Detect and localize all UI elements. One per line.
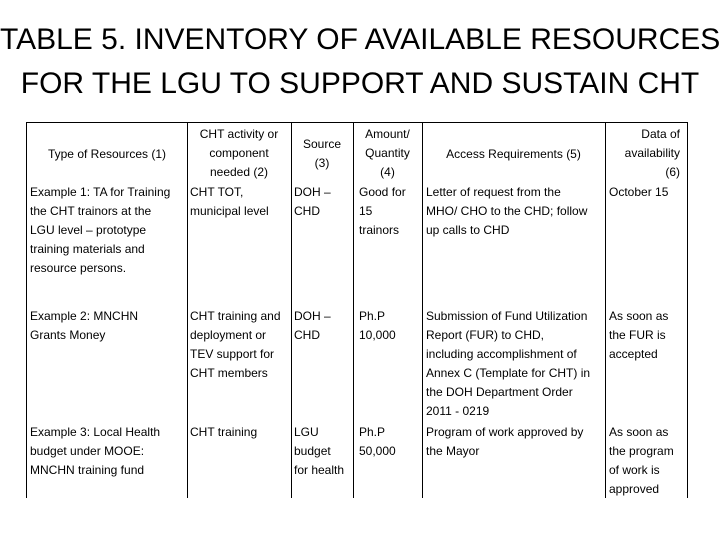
header-line: needed (2) — [209, 165, 269, 179]
header-date — [605, 125, 680, 182]
cell-line: accepted — [609, 347, 658, 361]
header-amount — [353, 125, 422, 182]
header-line: (6) — [665, 165, 680, 179]
cell-line: the CHT trainors at the — [30, 204, 152, 218]
row1-access — [426, 183, 587, 240]
cell-line: the FUR is — [609, 328, 666, 342]
title-line-1: TABLE 5. INVENTORY OF AVAILABLE RESOURCES — [0, 23, 720, 56]
cell-line: Report (FUR) to CHD, — [426, 328, 545, 342]
cell-line: CHT training — [190, 425, 258, 439]
cell-line: Good for — [359, 185, 406, 199]
table-row — [30, 183, 170, 278]
header-activity — [187, 125, 291, 182]
cell-line: CHT TOT, — [190, 185, 244, 199]
header-type — [27, 145, 187, 164]
slide-title — [0, 18, 720, 106]
column-divider — [422, 123, 423, 498]
resources-table — [26, 122, 688, 498]
cell-line: 50,000 — [359, 444, 396, 458]
cell-line: the Mayor — [426, 444, 480, 458]
row1-amount — [359, 183, 406, 240]
cell-line: Example 3: Local Health — [30, 425, 161, 439]
row3-source — [294, 423, 344, 480]
cell-line: Annex C (Template for CHT) in — [426, 366, 591, 380]
header-line: availability — [624, 146, 680, 160]
cell-line: Submission of Fund Utilization — [426, 309, 588, 323]
cell-line: up calls to CHD — [426, 223, 510, 237]
cell-line: DOH – — [294, 309, 331, 323]
cell-line: CHD — [294, 204, 320, 218]
row3-activity — [190, 423, 257, 442]
cell-line: 15 — [359, 204, 373, 218]
cell-line: DOH – — [294, 185, 331, 199]
cell-line: MHO/ CHO to the CHD; follow — [426, 204, 588, 218]
cell-line: Letter of request from the — [426, 185, 561, 199]
cell-line: 10,000 — [359, 328, 396, 342]
header-line: Data of — [641, 127, 680, 141]
cell-line: CHD — [294, 328, 320, 342]
title-line-2: FOR THE LGU TO SUPPORT AND SUSTAIN CHT — [20, 67, 700, 100]
cell-line: LGU — [294, 425, 319, 439]
row3-access — [426, 423, 583, 461]
cell-line: MNCHN training fund — [30, 463, 145, 477]
row2-amount — [359, 307, 396, 345]
row2-date — [609, 307, 668, 364]
row3-amount — [359, 423, 396, 461]
table-row — [30, 307, 138, 345]
cell-line: of work is — [609, 463, 660, 477]
cell-line: As soon as — [609, 425, 669, 439]
cell-line: deployment or — [190, 328, 267, 342]
cell-line: approved — [609, 482, 660, 496]
cell-line: resource persons. — [30, 261, 127, 275]
cell-line: training materials and — [30, 242, 145, 256]
cell-line: the DOH Department Order — [426, 385, 573, 399]
row1-activity — [190, 183, 269, 221]
cell-line: CHT training and — [190, 309, 281, 323]
cell-line: municipal level — [190, 204, 269, 218]
cell-line: for health — [294, 463, 345, 477]
cell-line: 2011 - 0219 — [426, 404, 490, 418]
header-line: Source — [302, 137, 342, 151]
cell-line: Ph.P — [359, 425, 386, 439]
cell-line: the program — [609, 444, 674, 458]
header-source — [291, 135, 353, 173]
row3-date — [609, 423, 674, 499]
cell-line: Ph.P — [359, 309, 386, 323]
cell-line: Example 2: MNCHN — [30, 309, 139, 323]
cell-line: TEV support for — [190, 347, 275, 361]
cell-line: trainors — [359, 223, 400, 237]
cell-line: Program of work approved by — [426, 425, 584, 439]
header-line: Amount/ — [365, 127, 410, 141]
header-line: CHT activity or — [199, 127, 279, 141]
header-access-label: Access Requirements (5) — [446, 147, 581, 161]
row2-access — [426, 307, 590, 421]
cell-line: budget — [294, 444, 331, 458]
row2-activity — [190, 307, 281, 383]
header-type-label: Type of Resources (1) — [47, 147, 167, 161]
cell-line: Grants Money — [30, 328, 106, 342]
row1-source — [294, 183, 331, 221]
table-row — [30, 423, 160, 480]
column-divider — [291, 123, 292, 498]
row2-source — [294, 307, 331, 345]
row1-date — [609, 183, 668, 202]
header-line: (3) — [314, 156, 330, 170]
cell-line: Example 1: TA for Training — [30, 185, 171, 199]
header-line: (4) — [380, 165, 395, 179]
cell-line: October 15 — [609, 185, 669, 199]
cell-line: budget under MOOE: — [30, 444, 145, 458]
header-line: component — [209, 146, 269, 160]
cell-line: CHT members — [190, 366, 268, 380]
cell-line: including accomplishment of — [426, 347, 577, 361]
cell-line: LGU level – prototype — [30, 223, 147, 237]
header-line: Quantity — [365, 146, 410, 160]
header-access — [422, 145, 605, 164]
cell-line: As soon as — [609, 309, 669, 323]
